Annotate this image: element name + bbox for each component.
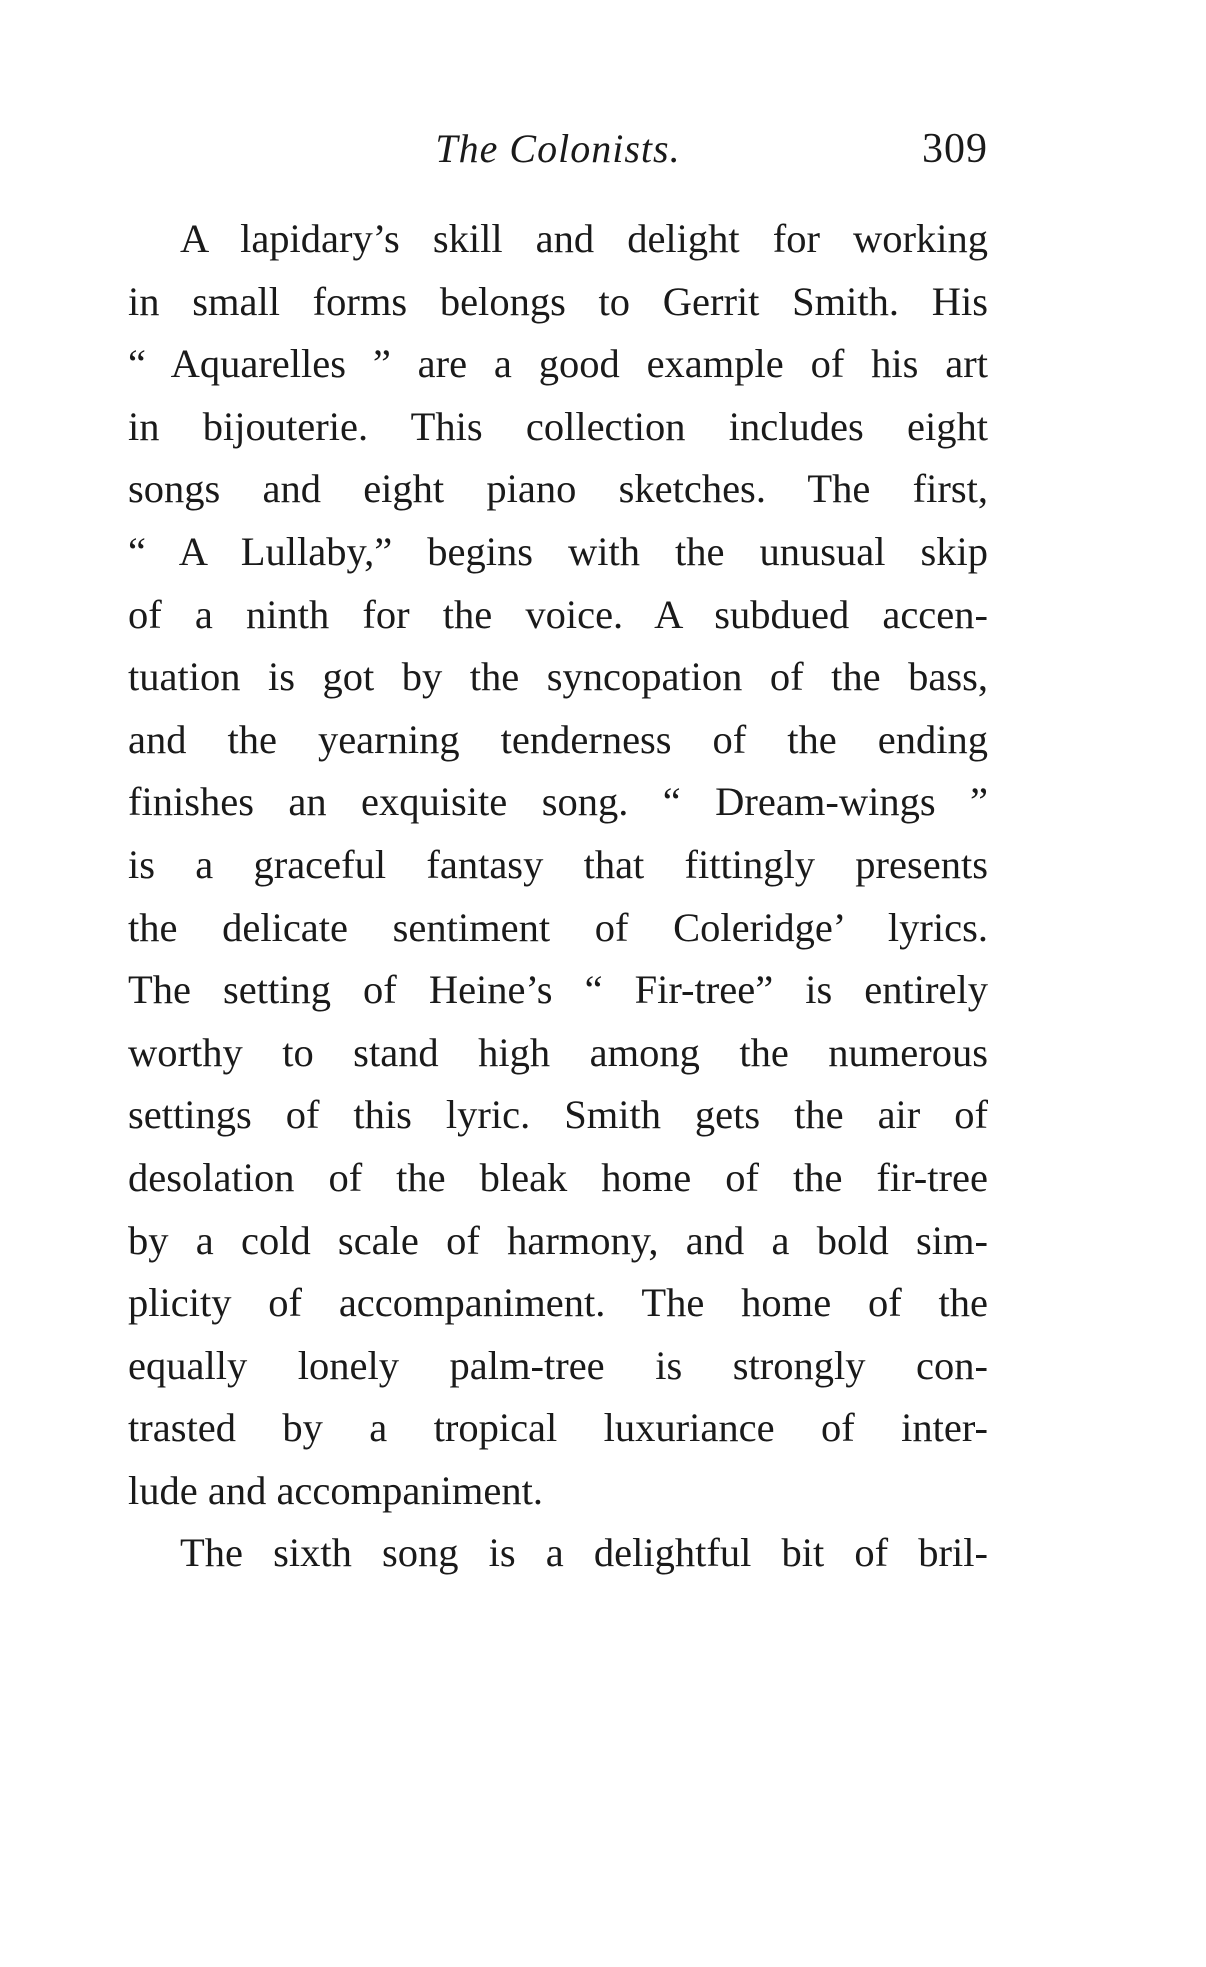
- text-line: The setting of Heine’s “ Fir-tree” is entirely: [128, 967, 988, 1013]
- text-line: The sixth song is a delightful bit of bril-: [180, 1530, 988, 1576]
- text-line: tuation is got by the syncopation of the bass,: [128, 654, 988, 700]
- paragraph-2: [128, 1522, 988, 1585]
- text-line: by a cold scale of harmony, and a bold sim-: [128, 1217, 988, 1263]
- page-number: 309: [922, 126, 988, 172]
- text-line: plicity of accompaniment. The home of the: [128, 1280, 988, 1326]
- text-line: desolation of the bleak home of the fir-tree: [128, 1154, 988, 1200]
- text-line: of a ninth for the voice. A subdued accen-: [128, 591, 988, 637]
- text-line: A lapidary’s skill and delight for working: [180, 216, 988, 261]
- text-line: is a graceful fantasy that fittingly presents: [128, 841, 988, 887]
- body-text: [128, 208, 988, 1585]
- text-line: trasted by a tropical luxuriance of inter-: [128, 1405, 988, 1451]
- text-line: equally lonely palm-tree is strongly con-: [128, 1342, 988, 1388]
- text-line: the delicate sentiment of Coleridge’ lyrics.: [128, 904, 988, 950]
- text-line: in bijouterie. This collection includes eight: [128, 403, 988, 449]
- text-line: worthy to stand high among the numerous: [128, 1029, 988, 1075]
- text-line: and the yearning tenderness of the ending: [128, 716, 988, 762]
- text-line: songs and eight piano sketches. The first,: [128, 466, 988, 512]
- text-line: in small forms belongs to Gerrit Smith. His: [128, 278, 988, 324]
- paragraph-1: [128, 208, 988, 1522]
- running-title: The Colonists.: [435, 126, 681, 171]
- text-line: finishes an exquisite song. “ Dream-wings ”: [128, 779, 988, 825]
- running-head: [128, 125, 988, 185]
- text-line: lude and accompaniment.: [128, 1467, 543, 1513]
- text-line: “ A Lullaby,” begins with the unusual skip: [128, 528, 988, 574]
- text-line: settings of this lyric. Smith gets the air of: [128, 1092, 988, 1138]
- text-line: “ Aquarelles ” are a good example of his art: [128, 341, 988, 387]
